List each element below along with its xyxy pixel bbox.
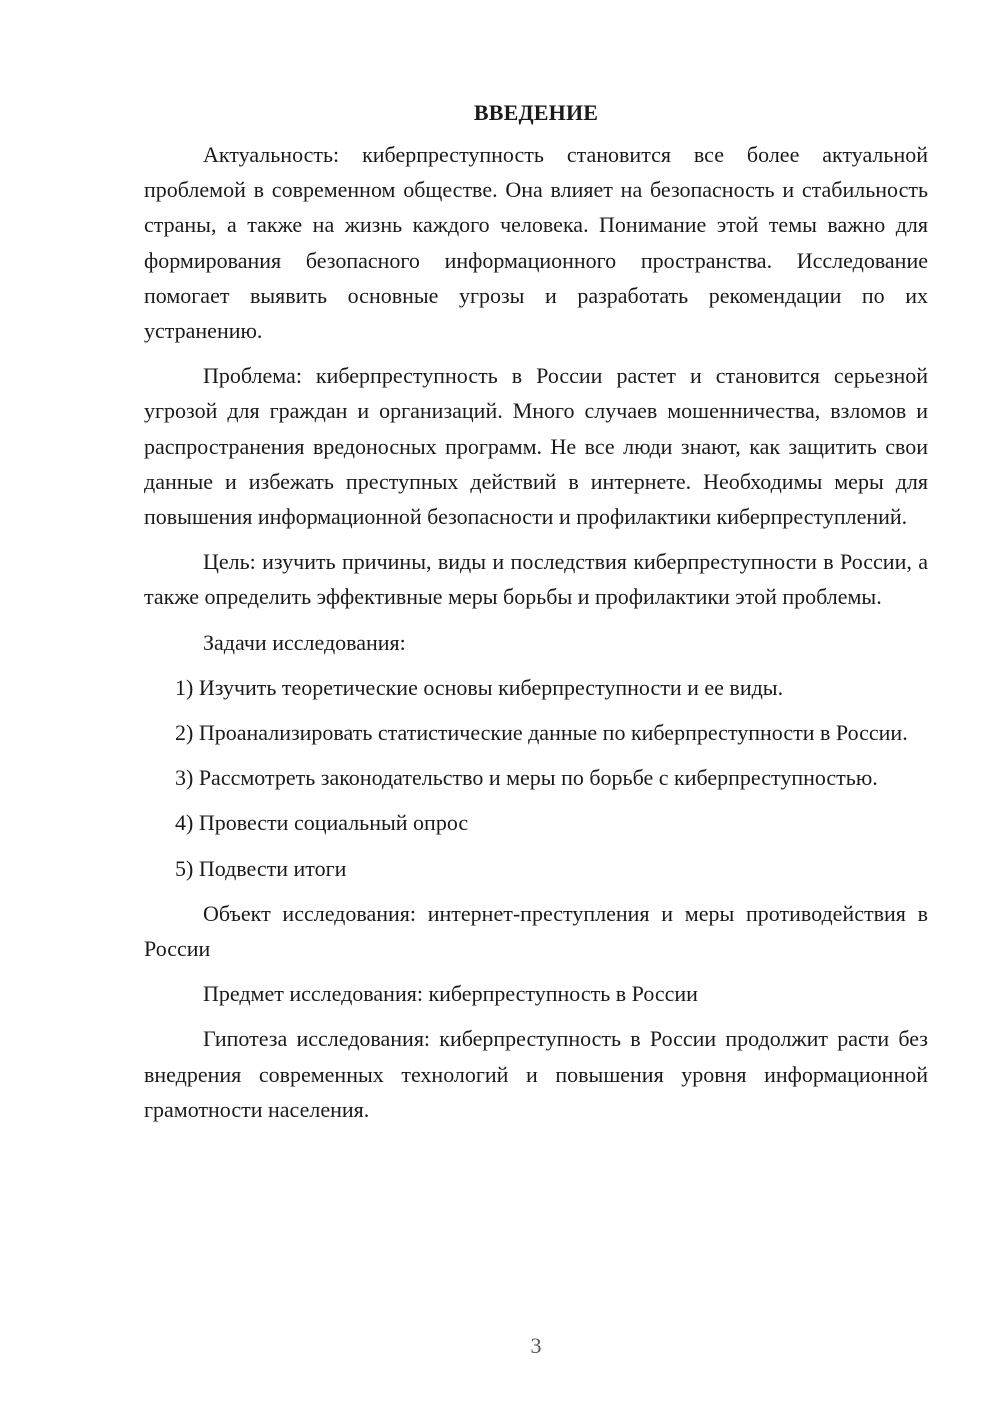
- task-item: 4) Провести социальный опрос: [175, 810, 469, 836]
- object-paragraph: Объект исследования: интернет-преступления и меры противодействия в России: [144, 900, 928, 962]
- hypothesis-paragraph: Гипотеза исследования: киберпреступность в России продолжит расти без внедрения современных технологий и повышения уровня информационной грамотности населения.: [144, 1026, 928, 1122]
- task-item: 3) Рассмотреть законодательство и меры по борьбе с киберпреступностью.: [175, 765, 878, 791]
- problem-paragraph: Проблема: киберпреступность в России растет и становится серьезной угрозой для граждан и организаций. Много случаев мошенничества, взломов и распространения вредоносных программ. Не все люди знают, как защитить свои данные и избежать преступных действий в интернете. Необходимы меры для повышения информационной безопасности и профилактики киберпреступлений.: [144, 363, 928, 530]
- task-item: 2) Проанализировать статистические данные по киберпреступности в России.: [175, 720, 908, 746]
- task-item: 1) Изучить теоретические основы киберпреступности и ее виды.: [175, 674, 784, 700]
- page-title: ВВЕДЕНИЕ: [473, 100, 599, 125]
- tasks-heading: Задачи исследования:: [203, 629, 406, 655]
- goal-paragraph: Цель: изучить причины, виды и последствия киберпреступности в России, а также определить эффективные меры борьбы и профилактики этой проблемы.: [144, 549, 928, 610]
- subject-paragraph: Предмет исследования: киберпреступность в России: [203, 981, 698, 1007]
- page-content: [144, 95, 928, 1137]
- task-item: 5) Подвести итоги: [175, 855, 347, 881]
- page-number: 3: [530, 1333, 542, 1358]
- relevance-paragraph: Актуальность: киберпреступность становится все более актуальной проблемой в современном обществе. Она влияет на безопасность и стабильность страны, а также на жизнь каждого человека. Понимание этой темы важно для формирования безопасного информационного пространства. Исследование помогает выявить основные угрозы и разработать рекомендации по их устранению.: [144, 142, 928, 344]
